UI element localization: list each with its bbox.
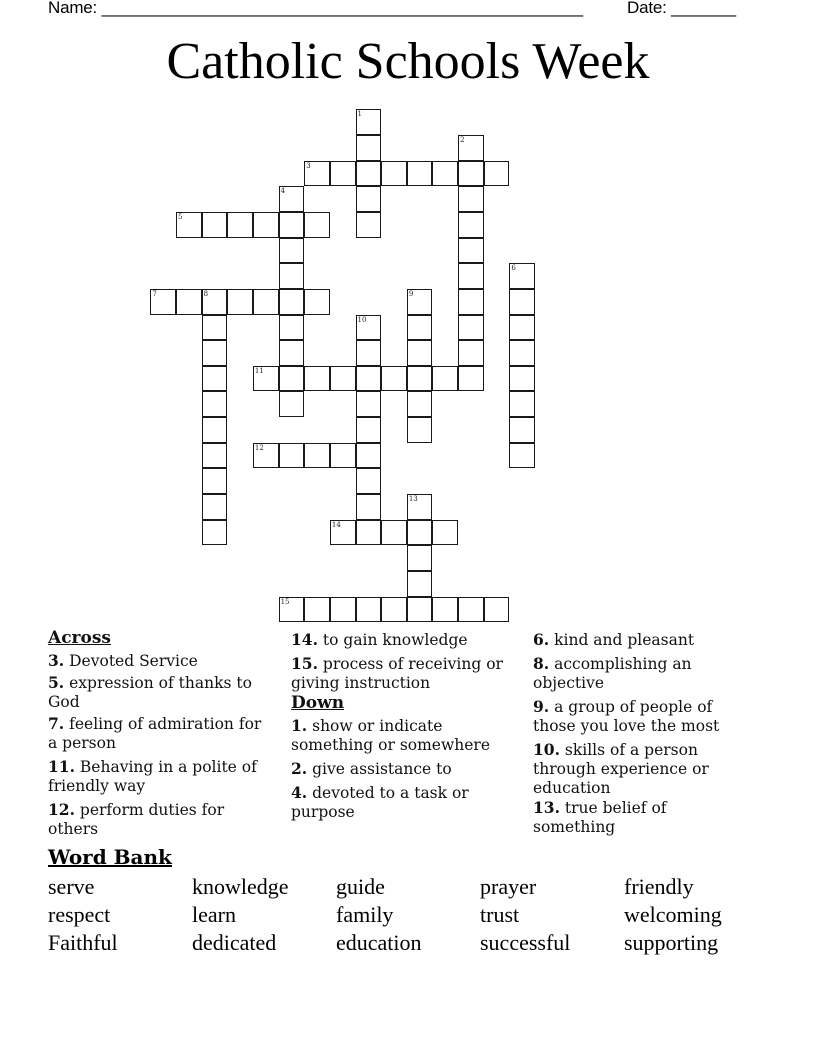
clue-text: kind and pleasant <box>554 631 695 649</box>
crossword-cell[interactable] <box>253 366 279 392</box>
crossword-cell[interactable] <box>202 417 228 443</box>
clue-across-11 <box>48 757 263 796</box>
crossword-cell[interactable] <box>227 289 253 315</box>
clue-down-1 <box>291 716 523 755</box>
clues-column-3 <box>533 630 748 841</box>
crossword-cell[interactable] <box>458 340 484 366</box>
clue-down-2 <box>291 759 523 779</box>
crossword-cell[interactable] <box>279 597 305 623</box>
crossword-cell[interactable] <box>330 520 356 546</box>
crossword-cell[interactable] <box>356 417 382 443</box>
word-bank-item: welcoming <box>624 902 722 927</box>
crossword-cell[interactable] <box>432 520 458 546</box>
crossword-cell[interactable] <box>381 366 407 392</box>
clue-number: 14. <box>291 630 318 649</box>
crossword-cell[interactable] <box>202 468 228 494</box>
crossword-cell[interactable] <box>304 161 330 187</box>
word-bank-item: respect <box>48 902 111 927</box>
crossword-cell[interactable] <box>304 289 330 315</box>
crossword-cell[interactable] <box>407 340 433 366</box>
crossword-cell[interactable] <box>407 571 433 597</box>
cell-number: 14 <box>331 520 341 529</box>
crossword-cell[interactable] <box>176 212 202 238</box>
clue-text: true belief of something <box>533 799 667 836</box>
crossword-cell[interactable] <box>330 443 356 469</box>
clue-number: 6. <box>533 630 550 649</box>
crossword-cell[interactable] <box>484 597 510 623</box>
clue-text: give assistance to <box>312 760 452 778</box>
clue-down-13 <box>533 798 748 837</box>
clue-text: accomplishing an objective <box>533 655 692 692</box>
cell-number: 13 <box>408 495 418 504</box>
crossword-cell[interactable] <box>407 366 433 392</box>
crossword-cell[interactable] <box>330 161 356 187</box>
crossword-cell[interactable] <box>458 315 484 341</box>
clue-number: 12. <box>48 800 75 819</box>
clue-across-12 <box>48 800 263 839</box>
crossword-cell[interactable] <box>407 545 433 571</box>
word-bank-item: prayer <box>480 874 537 899</box>
crossword-cell[interactable] <box>458 212 484 238</box>
crossword-cell[interactable] <box>458 366 484 392</box>
crossword-cell[interactable] <box>202 494 228 520</box>
clue-text: a group of people of those you love the most <box>533 698 720 735</box>
clue-number: 7. <box>48 714 65 733</box>
clue-number: 10. <box>533 740 560 759</box>
crossword-cell[interactable] <box>407 597 433 623</box>
crossword-cell[interactable] <box>509 289 535 315</box>
crossword-cell[interactable] <box>356 391 382 417</box>
crossword-cell[interactable] <box>484 161 510 187</box>
crossword-cell[interactable] <box>202 391 228 417</box>
date-field-label[interactable]: Date: _______ <box>627 0 736 17</box>
cell-number: 4 <box>280 187 286 196</box>
crossword-cell[interactable] <box>176 289 202 315</box>
crossword-cell[interactable] <box>407 161 433 187</box>
cell-number: 7 <box>152 289 157 298</box>
word-bank-item: Faithful <box>48 930 118 955</box>
cell-number: 2 <box>460 135 465 144</box>
crossword-cell[interactable] <box>407 520 433 546</box>
crossword-cell[interactable] <box>279 238 305 264</box>
crossword-cell[interactable] <box>279 366 305 392</box>
clue-text: to gain knowledge <box>322 631 468 649</box>
clue-text: expression of thanks to God <box>48 674 252 711</box>
crossword-cell[interactable] <box>381 161 407 187</box>
crossword-cell[interactable] <box>227 212 253 238</box>
crossword-cell[interactable] <box>509 340 535 366</box>
word-bank-item: supporting <box>624 930 719 955</box>
word-bank-item: learn <box>192 902 236 927</box>
crossword-cell[interactable] <box>356 212 382 238</box>
crossword-cell[interactable] <box>432 597 458 623</box>
crossword-cell[interactable] <box>202 315 228 341</box>
clue-across-7 <box>48 714 263 753</box>
crossword-cell[interactable] <box>202 366 228 392</box>
crossword-cell[interactable] <box>509 366 535 392</box>
word-bank-item: education <box>336 930 422 955</box>
crossword-cell[interactable] <box>458 186 484 212</box>
crossword-cell[interactable] <box>509 391 535 417</box>
crossword-cell[interactable] <box>407 417 433 443</box>
crossword-cell[interactable] <box>279 212 305 238</box>
crossword-cell[interactable] <box>356 520 382 546</box>
crossword-cell[interactable] <box>304 443 330 469</box>
crossword-cell[interactable] <box>304 212 330 238</box>
crossword-cell[interactable] <box>202 340 228 366</box>
crossword-cell[interactable] <box>509 417 535 443</box>
cell-number: 10 <box>357 315 367 324</box>
crossword-cell[interactable] <box>458 263 484 289</box>
clue-across-15 <box>291 654 523 693</box>
word-bank-item: dedicated <box>192 930 277 955</box>
page-title: Catholic Schools Week <box>166 33 650 90</box>
clue-text: Devoted Service <box>69 652 198 670</box>
crossword-cell[interactable] <box>304 597 330 623</box>
crossword-cell[interactable] <box>330 597 356 623</box>
cell-number: 12 <box>254 443 264 452</box>
cell-number: 5 <box>177 212 183 221</box>
crossword-cell[interactable] <box>381 520 407 546</box>
cell-number: 9 <box>408 289 414 298</box>
word-bank-item: friendly <box>624 874 694 899</box>
crossword-cell[interactable] <box>279 263 305 289</box>
clue-across-14 <box>291 630 523 650</box>
crossword-cell[interactable] <box>509 443 535 469</box>
cell-number: 3 <box>306 161 311 170</box>
clue-down-6 <box>533 630 748 650</box>
crossword-cell[interactable] <box>253 212 279 238</box>
crossword-cell[interactable] <box>150 289 176 315</box>
crossword-cell[interactable] <box>279 315 305 341</box>
clue-number: 1. <box>291 716 308 735</box>
clue-text: Behaving in a polite of friendly way <box>48 758 257 795</box>
crossword-cell[interactable] <box>356 161 382 187</box>
cell-number: 8 <box>203 289 209 298</box>
crossword-cell[interactable] <box>356 443 382 469</box>
cell-number: 1 <box>357 110 362 119</box>
clues-column-2 <box>291 630 523 826</box>
crossword-cell[interactable] <box>356 494 382 520</box>
crossword-cell[interactable] <box>279 289 305 315</box>
crossword-cell[interactable] <box>279 391 305 417</box>
crossword-cell[interactable] <box>356 340 382 366</box>
crossword-cell[interactable] <box>509 315 535 341</box>
crossword-cell[interactable] <box>304 366 330 392</box>
clue-number: 8. <box>533 654 550 673</box>
crossword-cell[interactable] <box>381 597 407 623</box>
across-heading: Across <box>48 628 111 648</box>
crossword-cell[interactable] <box>356 135 382 161</box>
crossword-cell[interactable] <box>356 186 382 212</box>
crossword-cell[interactable] <box>458 135 484 161</box>
clue-text: skills of a person through experience or education <box>533 741 709 797</box>
crossword-cell[interactable] <box>356 315 382 341</box>
clue-number: 15. <box>291 654 318 673</box>
crossword-cell[interactable] <box>202 443 228 469</box>
clue-down-10 <box>533 740 748 798</box>
crossword-cell[interactable] <box>279 443 305 469</box>
crossword-cell[interactable] <box>407 494 433 520</box>
crossword-cell[interactable] <box>202 212 228 238</box>
crossword-cell[interactable] <box>356 597 382 623</box>
clue-down-8 <box>533 654 748 693</box>
clue-number: 13. <box>533 798 560 817</box>
cell-number: 11 <box>254 366 264 375</box>
clues-column-1 <box>48 629 263 843</box>
clue-text: show or indicate something or somewhere <box>291 717 490 754</box>
clue-across-5 <box>48 673 263 712</box>
clue-across-3 <box>48 651 263 671</box>
word-bank-item: family <box>336 902 394 927</box>
clue-down-4 <box>291 783 523 822</box>
clue-number: 3. <box>48 651 65 670</box>
crossword-cell[interactable] <box>356 366 382 392</box>
word-bank-item: guide <box>336 874 385 899</box>
crossword-cell[interactable] <box>330 366 356 392</box>
crossword-cell[interactable] <box>458 597 484 623</box>
crossword-cell[interactable] <box>407 315 433 341</box>
crossword-cell[interactable] <box>432 161 458 187</box>
crossword-cell[interactable] <box>432 366 458 392</box>
clue-number: 9. <box>533 697 550 716</box>
down-heading: Down <box>291 693 345 713</box>
clue-text: devoted to a task or purpose <box>291 784 469 821</box>
crossword-cell[interactable] <box>202 520 228 546</box>
clue-text: process of receiving or giving instruction <box>291 655 503 692</box>
clue-text: feeling of admiration for a person <box>48 715 262 752</box>
name-field-label[interactable]: Name: ____________________________________________________ <box>48 0 583 17</box>
cell-number: 6 <box>511 264 516 273</box>
crossword-cell[interactable] <box>458 289 484 315</box>
crossword-cell[interactable] <box>202 289 228 315</box>
crossword-cell[interactable] <box>407 289 433 315</box>
cell-number: 15 <box>280 597 290 606</box>
crossword-cell[interactable] <box>458 238 484 264</box>
crossword-cell[interactable] <box>356 468 382 494</box>
word-bank-item: successful <box>480 930 571 955</box>
word-bank-item: serve <box>48 874 95 899</box>
crossword-cell[interactable] <box>253 289 279 315</box>
clue-down-9 <box>533 697 748 736</box>
crossword-cell[interactable] <box>458 161 484 187</box>
word-bank-item: knowledge <box>192 874 289 899</box>
word-bank-heading: Word Bank <box>48 845 172 869</box>
word-bank-item: trust <box>480 902 520 927</box>
clue-text: perform duties for others <box>48 801 225 838</box>
clue-number: 4. <box>291 783 308 802</box>
crossword-cell[interactable] <box>509 263 535 289</box>
crossword-cell[interactable] <box>279 186 305 212</box>
crossword-cell[interactable] <box>407 391 433 417</box>
crossword-cell[interactable] <box>279 340 305 366</box>
clue-number: 11. <box>48 757 75 776</box>
crossword-cell[interactable] <box>253 443 279 469</box>
crossword-cell[interactable] <box>356 109 382 135</box>
clue-number: 5. <box>48 673 65 692</box>
clue-number: 2. <box>291 759 308 778</box>
